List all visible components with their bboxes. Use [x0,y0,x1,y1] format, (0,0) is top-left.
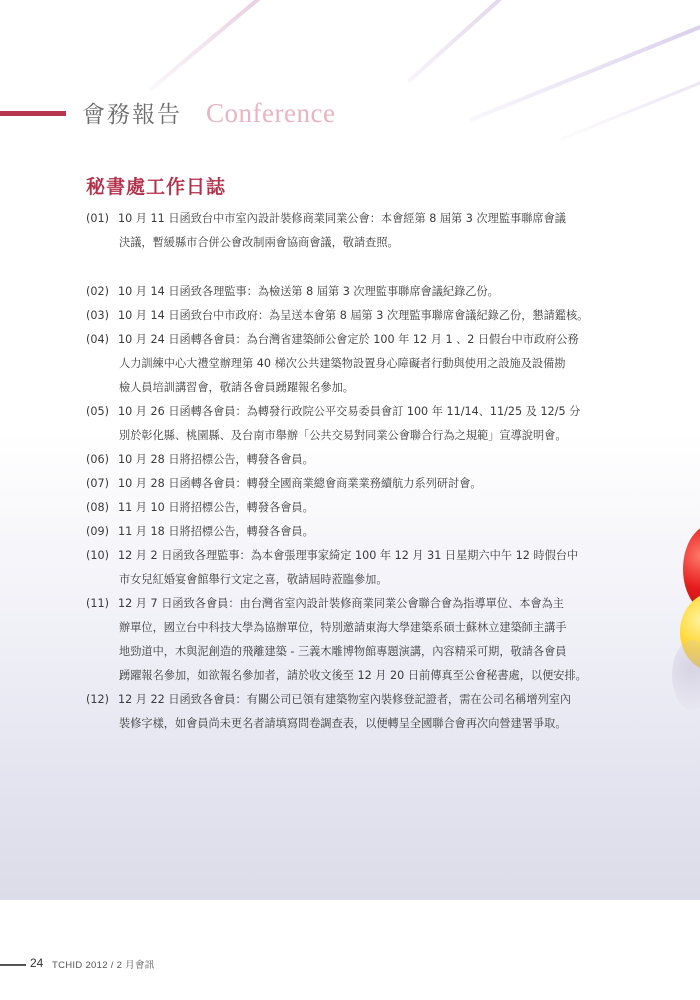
entry-text: 人力訓練中心大禮堂辦理第 40 梯次公共建築物設置身心障礙者行動與使用之設施及設備勘 [119,357,566,370]
entry-number: (06) [86,453,109,466]
entry-text: 決議，暫緩縣市合併公會改制兩會協商會議，敬請查照。 [119,236,399,249]
entry-text: 10 月 11 日函致台中市室內設計裝修商業同業公會：本會經第 8 屆第 3 次理監事聯席會議 [118,212,566,225]
entry-number: (01) [86,212,109,225]
log-entry [86,207,626,255]
entry-text: 10 月 24 日函轉各會員：為台灣省建築師公會定於 100 年 12 月 1 、2 日假台中市政府公務 [118,333,579,346]
log-entry [86,544,626,592]
entry-text: 10 月 14 日函致各理監事：為檢送第 8 屆第 3 次理監事聯席會議紀錄乙份。 [118,285,499,298]
entry-number: (08) [86,501,109,514]
entry-text: 12 月 22 日函致各會員：有關公司已領有建築物室內裝修登記證者，需在公司名稱增列室內 [118,693,572,706]
entry-text: 11 月 10 日將招標公告，轉發各會員。 [118,501,314,514]
entry-text: 12 月 2 日函致各理監事：為本會張理事家綺定 100 年 12 月 31 日星期六中午 12 時假台中 [118,549,579,562]
entry-text: 10 月 28 日將招標公告，轉發各會員。 [118,453,314,466]
entry-text: 地勁道中，木與泥創造的飛離建築 - 三義木雕博物館專題演講，內容精采可期，敬請各會員 [119,645,567,658]
log-entry [86,496,626,520]
work-log [86,207,626,736]
entry-number: (03) [86,309,109,322]
footer-rule [0,964,26,966]
entry-text: 檢人員培訓講習會，敬請各會員踴躍報名參加。 [119,381,354,394]
section-title: 秘書處工作日誌 [86,176,227,198]
entry-text: 別於彰化縣、桃園縣、及台南市舉辦「公共交易對同業公會聯合行為之規範」宣導說明會。 [119,429,567,442]
entry-number: (04) [86,333,109,346]
entry-text: 11 月 18 日將招標公告，轉發各會員。 [118,525,314,538]
entry-number: (10) [86,549,109,562]
entry-number: (09) [86,525,109,538]
log-entry [86,520,626,544]
entry-number: (12) [86,693,109,706]
header-subtitle-en: Conference [206,98,336,128]
entry-text: 10 月 26 日函轉各會員：為轉發行政院公平交易委員會訂 100 年 11/14、11/25 及 12/5 分 [118,405,581,418]
log-entry [86,592,626,688]
magazine-name: TCHID 2012 / 2 月會訊 [52,960,155,971]
header-title: 會務報告 [82,102,182,128]
log-entry [86,280,626,304]
log-entry [86,472,626,496]
entry-text: 10 月 14 日函致台中市政府：為呈送本會第 8 屆第 3 次理監事聯席會議紀錄乙份，懇請鑑核。 [118,309,589,322]
entry-text: 裝修字樣，如會員尚未更名者請填寫問卷調查表，以便轉呈全國聯合會再次向營建署爭取。 [119,717,567,730]
log-entry [86,304,626,328]
log-entry [86,328,626,400]
entry-number: (11) [86,597,109,610]
log-entry [86,400,626,448]
entry-number: (02) [86,285,109,298]
log-entry [86,448,626,472]
entry-text: 10 月 28 日函轉各會員：轉發全國商業總會商業業務續航力系列研討會。 [118,477,482,490]
entry-text: 踴躍報名參加，如欲報名參加者，請於收文後至 12 月 20 日前傳真至公會秘書處，以便安排。 [119,669,587,682]
entry-number: (07) [86,477,109,490]
page-number: 24 [30,956,44,970]
entry-text: 12 月 7 日函致各會員：由台灣省室內設計裝修商業同業公會聯合會為指導單位、本會為主 [118,597,564,610]
entry-text: 辦單位，國立台中科技大學為協辦單位，特別邀請東海大學建築系碩士蘇林立建築師主講手 [119,621,567,634]
entry-text: 市女兒紅婚宴會館舉行文定之喜，敬請屆時蒞臨參加。 [119,573,388,586]
log-entry [86,688,626,736]
entry-number: (05) [86,405,109,418]
header-rule [0,111,66,116]
